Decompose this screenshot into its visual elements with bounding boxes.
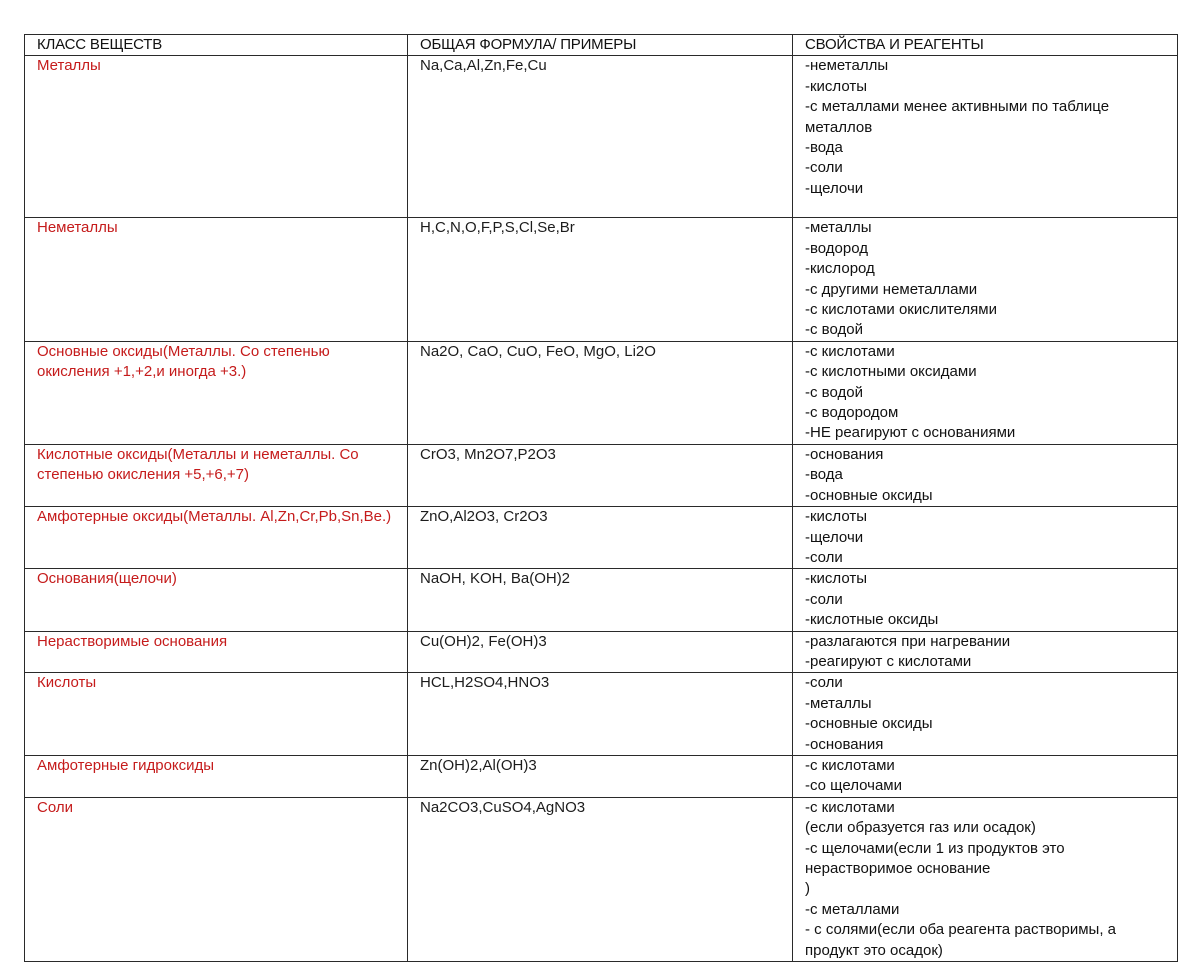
property-line: -с металлами [805, 900, 900, 918]
table-row [25, 341, 1178, 444]
properties-cell [793, 218, 1178, 341]
properties-cell [793, 507, 1178, 569]
class-cell: Неметаллы [25, 218, 408, 341]
class-cell: Кислотные оксиды(Металлы и неметаллы. Со степенью окисления +5,+6,+7) [25, 444, 408, 506]
property-line: -основные оксиды [805, 715, 933, 733]
property-line: -водород [805, 239, 869, 257]
property-line: -с кислотами [805, 756, 895, 774]
property-line: -разлагаются при нагревании [805, 632, 1011, 650]
table-row [25, 673, 1178, 756]
property-line: -основные оксиды [805, 486, 933, 504]
property-line: -основания [805, 445, 884, 463]
property-line: -кислород [805, 260, 875, 278]
header-class: КЛАСС ВЕЩЕСТВ [25, 35, 408, 56]
table-row [25, 797, 1178, 961]
examples-cell: Zn(OH)2,Al(OH)3 [408, 755, 793, 797]
property-line: -с металлами менее активными по таблице металлов [805, 98, 1110, 136]
examples-cell: Na2O, CaO, CuO, FeO, MgO, Li2O [408, 341, 793, 444]
property-line: -с водородом [805, 404, 899, 422]
table-row [25, 755, 1178, 797]
class-cell: Кислоты [25, 673, 408, 756]
table-header [25, 35, 1178, 56]
property-line: -с другими неметаллами [805, 280, 978, 298]
property-line: -щелочи [805, 179, 864, 197]
property-line: -металлы [805, 219, 872, 237]
examples-cell: ZnO,Al2O3, Cr2O3 [408, 507, 793, 569]
examples-cell: H,C,N,O,F,P,S,Cl,Se,Br [408, 218, 793, 341]
property-line: -щелочи [805, 528, 864, 546]
header-formula: ОБЩАЯ ФОРМУЛА/ ПРИМЕРЫ [408, 35, 793, 56]
examples-cell: NaOH, KOH, Ba(OH)2 [408, 569, 793, 631]
class-cell: Основания(щелочи) [25, 569, 408, 631]
property-line: -кислотные оксиды [805, 611, 939, 629]
table-row [25, 444, 1178, 506]
class-cell: Соли [25, 797, 408, 961]
table-row [25, 218, 1178, 341]
reference-table-container [24, 34, 1177, 962]
property-line: -с кислотами окислителями [805, 301, 997, 319]
table-row [25, 56, 1178, 218]
property-line: -НЕ реагируют с основаниями [805, 424, 1016, 442]
property-line: - с солями(если оба реагента растворимы, а продукт это осадок) [805, 921, 1117, 959]
property-line: -с щелочами(если 1 из продуктов это нерастворимое основание [805, 839, 1065, 877]
property-line: -с кислотами [805, 342, 895, 360]
property-line: ) [805, 880, 810, 898]
property-line: -металлы [805, 694, 872, 712]
property-line: -с водой [805, 383, 863, 401]
properties-cell [793, 673, 1178, 756]
properties-cell [793, 56, 1178, 218]
table-row [25, 569, 1178, 631]
property-line: -соли [805, 674, 843, 692]
examples-cell: HCL,H2SO4,HNO3 [408, 673, 793, 756]
examples-cell: Na2CO3,CuSO4,AgNO3 [408, 797, 793, 961]
property-line: -вода [805, 466, 843, 484]
property-line: -соли [805, 590, 843, 608]
properties-cell [793, 444, 1178, 506]
examples-cell: CrO3, Mn2O7,P2O3 [408, 444, 793, 506]
property-line: -реагируют с кислотами [805, 652, 972, 670]
table-body [25, 56, 1178, 962]
property-line: -с кислотами [805, 798, 895, 816]
property-line: -со щелочами [805, 777, 902, 795]
examples-cell: Cu(OH)2, Fe(OH)3 [408, 631, 793, 673]
property-line: -соли [805, 159, 843, 177]
table-row [25, 507, 1178, 569]
properties-cell [793, 631, 1178, 673]
substance-classes-table [24, 34, 1178, 962]
property-line: -основания [805, 735, 884, 753]
examples-cell: Na,Ca,Al,Zn,Fe,Cu [408, 56, 793, 218]
property-line: -неметаллы [805, 57, 889, 75]
property-line: -кислоты [805, 508, 868, 526]
properties-cell [793, 797, 1178, 961]
class-cell: Амфотерные оксиды(Металлы. Al,Zn,Cr,Pb,Sn,Be.) [25, 507, 408, 569]
properties-cell [793, 569, 1178, 631]
header-properties: СВОЙСТВА И РЕАГЕНТЫ [793, 35, 1178, 56]
properties-cell [793, 755, 1178, 797]
table-row [25, 631, 1178, 673]
class-cell: Амфотерные гидроксиды [25, 755, 408, 797]
class-cell: Нерастворимые основания [25, 631, 408, 673]
property-line: -с кислотными оксидами [805, 363, 977, 381]
properties-cell [793, 341, 1178, 444]
class-cell: Основные оксиды(Металлы. Со степенью окисления +1,+2,и иногда +3.) [25, 341, 408, 444]
header-row [25, 35, 1178, 56]
property-line: -с водой [805, 321, 863, 339]
property-line: -соли [805, 548, 843, 566]
class-cell: Металлы [25, 56, 408, 218]
property-line: -кислоты [805, 570, 868, 588]
property-line: -кислоты [805, 77, 868, 95]
property-line: -вода [805, 139, 843, 157]
property-line: (если образуется газ или осадок) [805, 819, 1036, 837]
